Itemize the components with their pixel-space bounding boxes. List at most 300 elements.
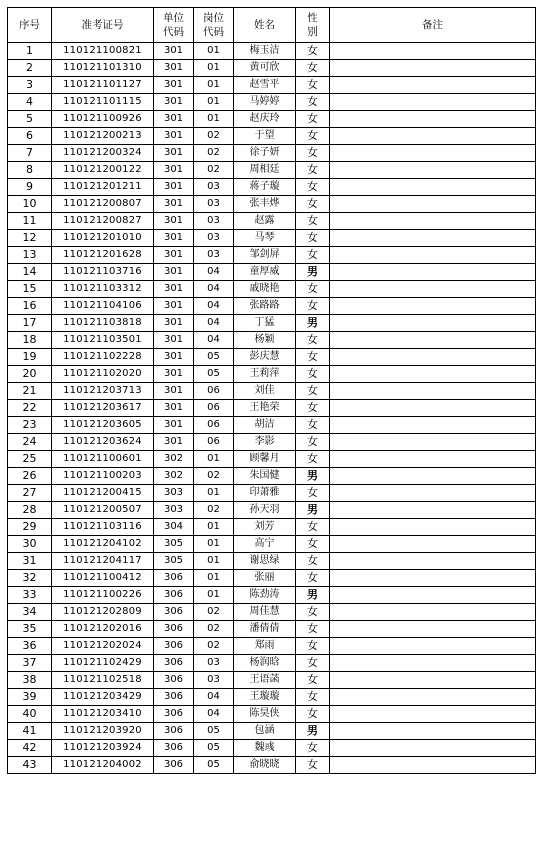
cell-remarks xyxy=(330,332,536,349)
table-row xyxy=(8,570,536,587)
cell-remarks xyxy=(330,485,536,502)
cell-exam-id: 110121203924 xyxy=(52,740,154,757)
cell-remarks xyxy=(330,553,536,570)
cell-gender: 女 xyxy=(296,281,330,298)
cell-remarks xyxy=(330,60,536,77)
cell-remarks xyxy=(330,468,536,485)
cell-post-code: 04 xyxy=(194,706,234,723)
cell-name: 戚晓艳 xyxy=(234,281,296,298)
cell-remarks xyxy=(330,94,536,111)
cell-gender: 男 xyxy=(296,502,330,519)
cell-gender: 女 xyxy=(296,434,330,451)
cell-exam-id: 110121203624 xyxy=(52,434,154,451)
cell-gender: 女 xyxy=(296,672,330,689)
cell-remarks xyxy=(330,298,536,315)
cell-gender: 女 xyxy=(296,298,330,315)
cell-unit-code: 301 xyxy=(154,213,194,230)
cell-seq: 37 xyxy=(8,655,52,672)
cell-exam-id: 110121203920 xyxy=(52,723,154,740)
cell-gender: 女 xyxy=(296,740,330,757)
cell-seq: 43 xyxy=(8,757,52,774)
header-name: 姓名 xyxy=(234,8,296,43)
cell-exam-id: 110121100821 xyxy=(52,43,154,60)
cell-unit-code: 306 xyxy=(154,655,194,672)
cell-gender: 女 xyxy=(296,536,330,553)
table-row xyxy=(8,468,536,485)
cell-seq: 39 xyxy=(8,689,52,706)
cell-name: 张丰烨 xyxy=(234,196,296,213)
header-exam-id: 准考证号 xyxy=(52,8,154,43)
cell-name: 刘芳 xyxy=(234,519,296,536)
cell-seq: 1 xyxy=(8,43,52,60)
cell-unit-code: 301 xyxy=(154,366,194,383)
cell-exam-id: 110121102228 xyxy=(52,349,154,366)
table-row xyxy=(8,179,536,196)
cell-post-code: 03 xyxy=(194,672,234,689)
cell-remarks xyxy=(330,536,536,553)
cell-name: 陈昊侠 xyxy=(234,706,296,723)
cell-seq: 15 xyxy=(8,281,52,298)
table-row xyxy=(8,128,536,145)
table-row xyxy=(8,162,536,179)
cell-unit-code: 303 xyxy=(154,502,194,519)
cell-post-code: 05 xyxy=(194,349,234,366)
cell-post-code: 01 xyxy=(194,451,234,468)
candidate-list-sheet xyxy=(7,7,536,774)
cell-exam-id: 110121103818 xyxy=(52,315,154,332)
cell-gender: 女 xyxy=(296,196,330,213)
cell-name: 杨润晗 xyxy=(234,655,296,672)
cell-exam-id: 110121202016 xyxy=(52,621,154,638)
cell-post-code: 05 xyxy=(194,740,234,757)
cell-gender: 女 xyxy=(296,366,330,383)
cell-post-code: 02 xyxy=(194,502,234,519)
cell-remarks xyxy=(330,706,536,723)
cell-name: 童厚威 xyxy=(234,264,296,281)
cell-gender: 女 xyxy=(296,689,330,706)
cell-remarks xyxy=(330,757,536,774)
cell-post-code: 06 xyxy=(194,434,234,451)
cell-seq: 20 xyxy=(8,366,52,383)
cell-seq: 38 xyxy=(8,672,52,689)
table-row xyxy=(8,621,536,638)
cell-unit-code: 301 xyxy=(154,417,194,434)
cell-exam-id: 110121102429 xyxy=(52,655,154,672)
cell-unit-code: 301 xyxy=(154,196,194,213)
cell-name: 印萧雅 xyxy=(234,485,296,502)
table-row xyxy=(8,247,536,264)
cell-gender: 女 xyxy=(296,77,330,94)
table-row xyxy=(8,60,536,77)
cell-post-code: 03 xyxy=(194,247,234,264)
cell-unit-code: 306 xyxy=(154,638,194,655)
table-row xyxy=(8,587,536,604)
table-row xyxy=(8,757,536,774)
cell-gender: 男 xyxy=(296,468,330,485)
cell-post-code: 05 xyxy=(194,757,234,774)
cell-unit-code: 301 xyxy=(154,162,194,179)
cell-exam-id: 110121200807 xyxy=(52,196,154,213)
cell-exam-id: 110121203713 xyxy=(52,383,154,400)
cell-name: 郑雨 xyxy=(234,638,296,655)
cell-unit-code: 306 xyxy=(154,570,194,587)
cell-seq: 10 xyxy=(8,196,52,213)
table-row xyxy=(8,672,536,689)
cell-remarks xyxy=(330,179,536,196)
cell-post-code: 02 xyxy=(194,468,234,485)
cell-exam-id: 110121202024 xyxy=(52,638,154,655)
cell-seq: 13 xyxy=(8,247,52,264)
cell-name: 陈劲涛 xyxy=(234,587,296,604)
cell-name: 丁猛 xyxy=(234,315,296,332)
cell-remarks xyxy=(330,77,536,94)
cell-unit-code: 301 xyxy=(154,247,194,264)
cell-unit-code: 301 xyxy=(154,77,194,94)
cell-unit-code: 306 xyxy=(154,604,194,621)
table-row xyxy=(8,77,536,94)
header-gender: 性别 xyxy=(296,8,330,43)
cell-gender: 女 xyxy=(296,43,330,60)
cell-post-code: 04 xyxy=(194,315,234,332)
cell-exam-id: 110121102518 xyxy=(52,672,154,689)
cell-name: 俞晓晓 xyxy=(234,757,296,774)
table-row xyxy=(8,417,536,434)
cell-exam-id: 110121200415 xyxy=(52,485,154,502)
cell-seq: 27 xyxy=(8,485,52,502)
cell-name: 周佳慧 xyxy=(234,604,296,621)
cell-post-code: 04 xyxy=(194,281,234,298)
cell-seq: 21 xyxy=(8,383,52,400)
table-row xyxy=(8,553,536,570)
table-row xyxy=(8,604,536,621)
cell-remarks xyxy=(330,502,536,519)
cell-unit-code: 302 xyxy=(154,451,194,468)
cell-name: 梅玉洁 xyxy=(234,43,296,60)
cell-unit-code: 306 xyxy=(154,587,194,604)
cell-unit-code: 302 xyxy=(154,468,194,485)
cell-unit-code: 301 xyxy=(154,264,194,281)
cell-unit-code: 301 xyxy=(154,349,194,366)
cell-gender: 女 xyxy=(296,757,330,774)
cell-post-code: 01 xyxy=(194,553,234,570)
cell-gender: 女 xyxy=(296,60,330,77)
table-body xyxy=(8,43,536,774)
cell-remarks xyxy=(330,570,536,587)
cell-gender: 女 xyxy=(296,655,330,672)
table-row xyxy=(8,264,536,281)
cell-gender: 男 xyxy=(296,723,330,740)
cell-unit-code: 301 xyxy=(154,383,194,400)
cell-remarks xyxy=(330,451,536,468)
cell-remarks xyxy=(330,434,536,451)
cell-post-code: 02 xyxy=(194,145,234,162)
cell-remarks xyxy=(330,128,536,145)
cell-gender: 女 xyxy=(296,519,330,536)
cell-remarks xyxy=(330,672,536,689)
table-row xyxy=(8,145,536,162)
cell-gender: 女 xyxy=(296,332,330,349)
cell-gender: 女 xyxy=(296,349,330,366)
cell-seq: 2 xyxy=(8,60,52,77)
cell-post-code: 03 xyxy=(194,196,234,213)
cell-remarks xyxy=(330,638,536,655)
cell-gender: 女 xyxy=(296,162,330,179)
table-row xyxy=(8,638,536,655)
table-row xyxy=(8,400,536,417)
cell-post-code: 01 xyxy=(194,111,234,128)
cell-seq: 26 xyxy=(8,468,52,485)
cell-unit-code: 306 xyxy=(154,740,194,757)
table-row xyxy=(8,213,536,230)
cell-exam-id: 110121103116 xyxy=(52,519,154,536)
cell-gender: 男 xyxy=(296,264,330,281)
cell-post-code: 06 xyxy=(194,400,234,417)
candidate-table xyxy=(7,7,536,774)
cell-gender: 男 xyxy=(296,587,330,604)
cell-exam-id: 110121204002 xyxy=(52,757,154,774)
table-row xyxy=(8,383,536,400)
table-row xyxy=(8,689,536,706)
cell-remarks xyxy=(330,213,536,230)
table-row xyxy=(8,281,536,298)
cell-name: 顾馨月 xyxy=(234,451,296,468)
cell-post-code: 05 xyxy=(194,366,234,383)
table-row xyxy=(8,111,536,128)
cell-unit-code: 301 xyxy=(154,400,194,417)
cell-name: 赵露 xyxy=(234,213,296,230)
cell-name: 徐子妍 xyxy=(234,145,296,162)
cell-remarks xyxy=(330,366,536,383)
cell-unit-code: 306 xyxy=(154,757,194,774)
cell-remarks xyxy=(330,655,536,672)
cell-seq: 19 xyxy=(8,349,52,366)
cell-exam-id: 110121201010 xyxy=(52,230,154,247)
cell-unit-code: 301 xyxy=(154,145,194,162)
cell-name: 张丽 xyxy=(234,570,296,587)
cell-unit-code: 301 xyxy=(154,111,194,128)
cell-exam-id: 110121200507 xyxy=(52,502,154,519)
cell-exam-id: 110121100412 xyxy=(52,570,154,587)
cell-seq: 7 xyxy=(8,145,52,162)
cell-remarks xyxy=(330,740,536,757)
cell-post-code: 03 xyxy=(194,230,234,247)
cell-seq: 16 xyxy=(8,298,52,315)
cell-gender: 女 xyxy=(296,179,330,196)
cell-remarks xyxy=(330,264,536,281)
cell-remarks xyxy=(330,162,536,179)
cell-unit-code: 301 xyxy=(154,315,194,332)
cell-remarks xyxy=(330,281,536,298)
cell-name: 于望 xyxy=(234,128,296,145)
cell-seq: 18 xyxy=(8,332,52,349)
cell-unit-code: 306 xyxy=(154,672,194,689)
cell-exam-id: 110121200324 xyxy=(52,145,154,162)
cell-exam-id: 110121101127 xyxy=(52,77,154,94)
cell-seq: 32 xyxy=(8,570,52,587)
cell-gender: 女 xyxy=(296,451,330,468)
table-row xyxy=(8,502,536,519)
cell-post-code: 01 xyxy=(194,43,234,60)
cell-seq: 9 xyxy=(8,179,52,196)
cell-name: 王璇璇 xyxy=(234,689,296,706)
cell-name: 马婷婷 xyxy=(234,94,296,111)
cell-exam-id: 110121203429 xyxy=(52,689,154,706)
cell-exam-id: 110121100203 xyxy=(52,468,154,485)
cell-post-code: 02 xyxy=(194,128,234,145)
cell-remarks xyxy=(330,519,536,536)
cell-post-code: 06 xyxy=(194,383,234,400)
cell-post-code: 01 xyxy=(194,94,234,111)
cell-post-code: 02 xyxy=(194,604,234,621)
cell-seq: 25 xyxy=(8,451,52,468)
cell-post-code: 02 xyxy=(194,162,234,179)
cell-gender: 女 xyxy=(296,621,330,638)
cell-gender: 女 xyxy=(296,638,330,655)
cell-unit-code: 301 xyxy=(154,60,194,77)
table-row xyxy=(8,655,536,672)
cell-post-code: 04 xyxy=(194,689,234,706)
cell-post-code: 04 xyxy=(194,298,234,315)
cell-unit-code: 301 xyxy=(154,179,194,196)
cell-post-code: 01 xyxy=(194,77,234,94)
cell-unit-code: 303 xyxy=(154,485,194,502)
cell-remarks xyxy=(330,196,536,213)
cell-seq: 6 xyxy=(8,128,52,145)
cell-name: 谢思绿 xyxy=(234,553,296,570)
cell-post-code: 01 xyxy=(194,519,234,536)
cell-remarks xyxy=(330,621,536,638)
cell-unit-code: 306 xyxy=(154,621,194,638)
cell-exam-id: 110121103716 xyxy=(52,264,154,281)
cell-post-code: 01 xyxy=(194,536,234,553)
cell-exam-id: 110121104106 xyxy=(52,298,154,315)
table-row xyxy=(8,366,536,383)
cell-seq: 30 xyxy=(8,536,52,553)
cell-seq: 8 xyxy=(8,162,52,179)
cell-name: 周相廷 xyxy=(234,162,296,179)
cell-name: 赵庆玲 xyxy=(234,111,296,128)
cell-post-code: 04 xyxy=(194,264,234,281)
table-row xyxy=(8,451,536,468)
cell-name: 黄可欣 xyxy=(234,60,296,77)
cell-remarks xyxy=(330,111,536,128)
cell-seq: 29 xyxy=(8,519,52,536)
cell-gender: 男 xyxy=(296,315,330,332)
cell-remarks xyxy=(330,43,536,60)
cell-exam-id: 110121102020 xyxy=(52,366,154,383)
cell-unit-code: 301 xyxy=(154,43,194,60)
header-post-code: 岗位代码 xyxy=(194,8,234,43)
table-row xyxy=(8,196,536,213)
cell-unit-code: 304 xyxy=(154,519,194,536)
cell-name: 王莉萍 xyxy=(234,366,296,383)
cell-exam-id: 110121203410 xyxy=(52,706,154,723)
cell-seq: 40 xyxy=(8,706,52,723)
cell-gender: 女 xyxy=(296,145,330,162)
cell-seq: 35 xyxy=(8,621,52,638)
cell-gender: 女 xyxy=(296,213,330,230)
cell-seq: 4 xyxy=(8,94,52,111)
cell-exam-id: 110121101115 xyxy=(52,94,154,111)
table-row xyxy=(8,43,536,60)
table-row xyxy=(8,315,536,332)
cell-name: 李影 xyxy=(234,434,296,451)
cell-seq: 12 xyxy=(8,230,52,247)
table-row xyxy=(8,519,536,536)
cell-name: 蒋子璇 xyxy=(234,179,296,196)
cell-remarks xyxy=(330,247,536,264)
table-row xyxy=(8,332,536,349)
cell-unit-code: 301 xyxy=(154,298,194,315)
cell-name: 杨颖 xyxy=(234,332,296,349)
cell-remarks xyxy=(330,587,536,604)
cell-exam-id: 110121103312 xyxy=(52,281,154,298)
cell-seq: 14 xyxy=(8,264,52,281)
cell-exam-id: 110121200213 xyxy=(52,128,154,145)
cell-exam-id: 110121103501 xyxy=(52,332,154,349)
cell-unit-code: 301 xyxy=(154,332,194,349)
cell-remarks xyxy=(330,383,536,400)
table-row xyxy=(8,298,536,315)
cell-name: 王语菡 xyxy=(234,672,296,689)
cell-exam-id: 110121204117 xyxy=(52,553,154,570)
cell-name: 王艳荣 xyxy=(234,400,296,417)
cell-seq: 41 xyxy=(8,723,52,740)
cell-exam-id: 110121200827 xyxy=(52,213,154,230)
cell-gender: 女 xyxy=(296,94,330,111)
cell-post-code: 01 xyxy=(194,485,234,502)
cell-name: 彭庆慧 xyxy=(234,349,296,366)
cell-seq: 22 xyxy=(8,400,52,417)
cell-gender: 女 xyxy=(296,485,330,502)
cell-exam-id: 110121100226 xyxy=(52,587,154,604)
cell-remarks xyxy=(330,400,536,417)
cell-name: 包涵 xyxy=(234,723,296,740)
cell-unit-code: 306 xyxy=(154,723,194,740)
cell-remarks xyxy=(330,723,536,740)
cell-exam-id: 110121100926 xyxy=(52,111,154,128)
cell-name: 朱国健 xyxy=(234,468,296,485)
cell-gender: 女 xyxy=(296,706,330,723)
cell-unit-code: 306 xyxy=(154,706,194,723)
cell-exam-id: 110121203605 xyxy=(52,417,154,434)
cell-name: 魏彧 xyxy=(234,740,296,757)
cell-exam-id: 110121101310 xyxy=(52,60,154,77)
cell-exam-id: 110121201211 xyxy=(52,179,154,196)
cell-gender: 女 xyxy=(296,247,330,264)
cell-seq: 24 xyxy=(8,434,52,451)
cell-unit-code: 305 xyxy=(154,536,194,553)
cell-exam-id: 110121200122 xyxy=(52,162,154,179)
cell-remarks xyxy=(330,315,536,332)
cell-unit-code: 301 xyxy=(154,94,194,111)
cell-gender: 女 xyxy=(296,230,330,247)
cell-seq: 5 xyxy=(8,111,52,128)
cell-post-code: 05 xyxy=(194,723,234,740)
cell-exam-id: 110121202809 xyxy=(52,604,154,621)
cell-name: 胡洁 xyxy=(234,417,296,434)
cell-gender: 女 xyxy=(296,111,330,128)
cell-name: 赵雪平 xyxy=(234,77,296,94)
table-row xyxy=(8,94,536,111)
cell-post-code: 02 xyxy=(194,621,234,638)
cell-gender: 女 xyxy=(296,604,330,621)
cell-name: 邹剑屏 xyxy=(234,247,296,264)
cell-post-code: 02 xyxy=(194,638,234,655)
cell-gender: 女 xyxy=(296,128,330,145)
cell-post-code: 01 xyxy=(194,570,234,587)
cell-unit-code: 301 xyxy=(154,281,194,298)
